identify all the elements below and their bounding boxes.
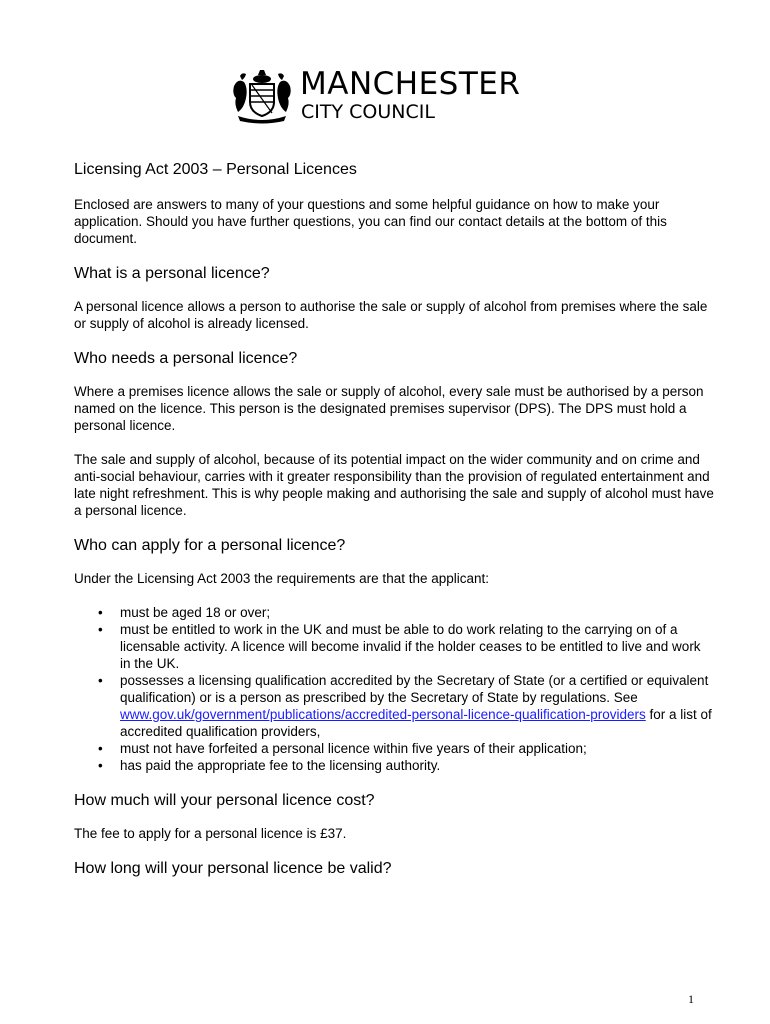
list-item-text: for a list of accredited qualification providers, xyxy=(120,707,712,739)
paragraph-who-needs-1: Where a premises licence allows the sale or supply of alcohol, every sale must be authorised by a person named on the licence. This person is the designated premises supervisor (DPS). The DPS must hold a personal licence. xyxy=(74,384,704,433)
document-title: Licensing Act 2003 – Personal Licences xyxy=(74,161,357,178)
bullet-icon: • xyxy=(98,758,103,773)
requirements-list xyxy=(74,604,714,774)
list-item xyxy=(98,740,714,757)
council-logo xyxy=(230,66,520,126)
bullet-icon: • xyxy=(98,741,103,756)
bullet-icon: • xyxy=(98,673,103,688)
logo-wordmark-manchester: MANCHESTER xyxy=(300,66,521,102)
paragraph-cost: The fee to apply for a personal licence is £37. xyxy=(74,826,347,841)
list-item-text: has paid the appropriate fee to the licensing authority. xyxy=(120,758,441,773)
list-item-text: possesses a licensing qualification accredited by the Secretary of State (or a certified or equivalent qualification) or is a person as prescribed by the Secretary of State by regulations. See xyxy=(120,673,709,705)
intro-paragraph: Enclosed are answers to many of your questions and some helpful guidance on how to make your application. Should you have further questions, you can find our contact details at the bottom of this document. xyxy=(74,197,667,246)
list-item xyxy=(98,757,714,774)
logo-wordmark-city-council: CITY COUNCIL xyxy=(301,101,435,123)
heading-validity: How long will your personal licence be valid? xyxy=(74,860,392,877)
heading-who-can-apply: Who can apply for a personal licence? xyxy=(74,537,346,554)
paragraph-requirements-intro: Under the Licensing Act 2003 the requirements are that the applicant: xyxy=(74,571,490,586)
list-item-text: must be entitled to work in the UK and must be able to do work relating to the carrying on of a licensable activity. A licence will become invalid if the holder ceases to be entitled to live and work in the UK. xyxy=(120,622,701,671)
list-item xyxy=(98,621,714,672)
heading-what-is-personal-licence: What is a personal licence? xyxy=(74,265,270,282)
bullet-icon: • xyxy=(98,622,103,637)
paragraph-what-is: A personal licence allows a person to authorise the sale or supply of alcohol from premises where the sale or supply of alcohol is already licensed. xyxy=(74,299,708,331)
accredited-providers-link[interactable]: www.gov.uk/government/publications/accredited-personal-licence-qualification-providers xyxy=(120,707,646,722)
list-item-text: must be aged 18 or over; xyxy=(120,605,271,620)
document-body xyxy=(74,160,714,893)
heading-cost: How much will your personal licence cost? xyxy=(74,792,375,809)
list-item xyxy=(98,604,714,621)
list-item xyxy=(98,672,714,740)
bullet-icon: • xyxy=(98,605,103,620)
manchester-coat-of-arms-icon xyxy=(230,68,294,124)
heading-who-needs: Who needs a personal licence? xyxy=(74,350,298,367)
list-item-text: must not have forfeited a personal licence within five years of their application; xyxy=(120,741,587,756)
page-number: 1 xyxy=(688,992,694,1006)
paragraph-who-needs-2: The sale and supply of alcohol, because of its potential impact on the wider community and on crime and anti-social behaviour, carries with it greater responsibility than the provision of regulated entertainment and late night refreshment. This is why people making and authorising the sale and supply of alcohol must have a personal licence. xyxy=(74,452,714,518)
